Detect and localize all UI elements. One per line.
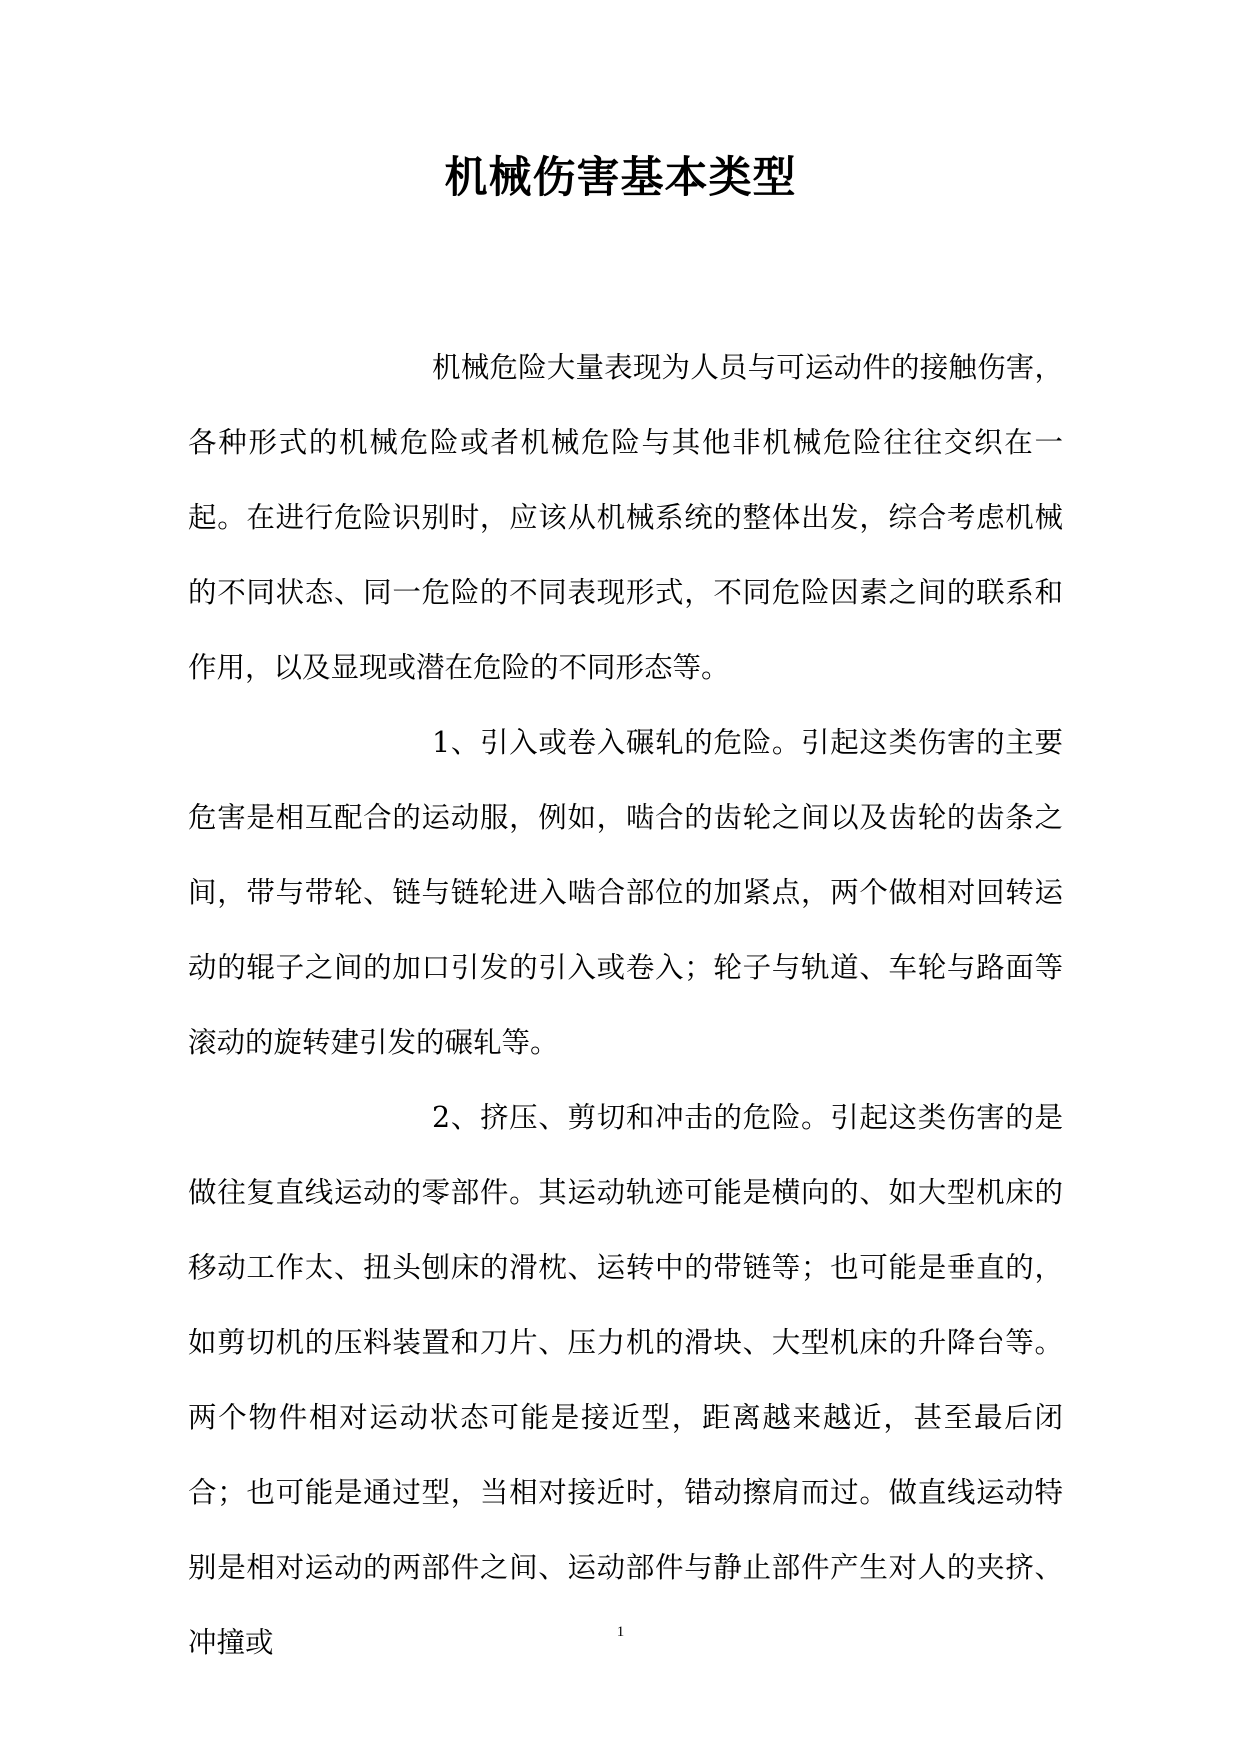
document-title: 机械伤害基本类型 bbox=[444, 153, 797, 203]
paragraph-intro: 机械危险大量表现为人员与可运动件的接触伤害，各种形式的机械危险或者机械危险与其他非机械危险往往交织在一起。在进行危险识别时，应该从机械系统的整体出发，综合考虑机械的不同状态、同一危险的不同表现形式，不同危险因素之间的联系和作用，以及显现或潜在危险的不同形态等。 bbox=[188, 351, 1063, 684]
paragraph-crushing-hazard: 2、挤压、剪切和冲击的危险。引起这类伤害的是做往复直线运动的零部件。其运动轨迹可能是横向的、如大型机床的移动工作太、扭头刨床的滑枕、运转中的带链等；也可能是垂直的，如剪切机的压料装置和刀片、压力机的滑块、大型机床的升降台等。两个物件相对运动状态可能是接近型，距离越来越近，甚至最后闭合；也可能是通过型，当相对接近时，错动擦肩而过。做直线运动特别是相对运动的两部件之间、运动部件与静止部件产生对人的夹挤、冲撞或 bbox=[188, 1101, 1063, 1659]
document-body bbox=[188, 330, 1063, 1680]
page-number: 1 bbox=[616, 1624, 625, 1640]
paragraph-rolling-hazard: 1、引入或卷入碾轧的危险。引起这类伤害的主要危害是相互配合的运动服，例如，啮合的齿轮之间以及齿轮的齿条之间，带与带轮、链与链轮进入啮合部位的加紧点，两个做相对回转运动的辊子之间的加口引发的引入或卷入；轮子与轨道、车轮与路面等滚动的旋转建引发的碾轧等。 bbox=[188, 726, 1063, 1059]
